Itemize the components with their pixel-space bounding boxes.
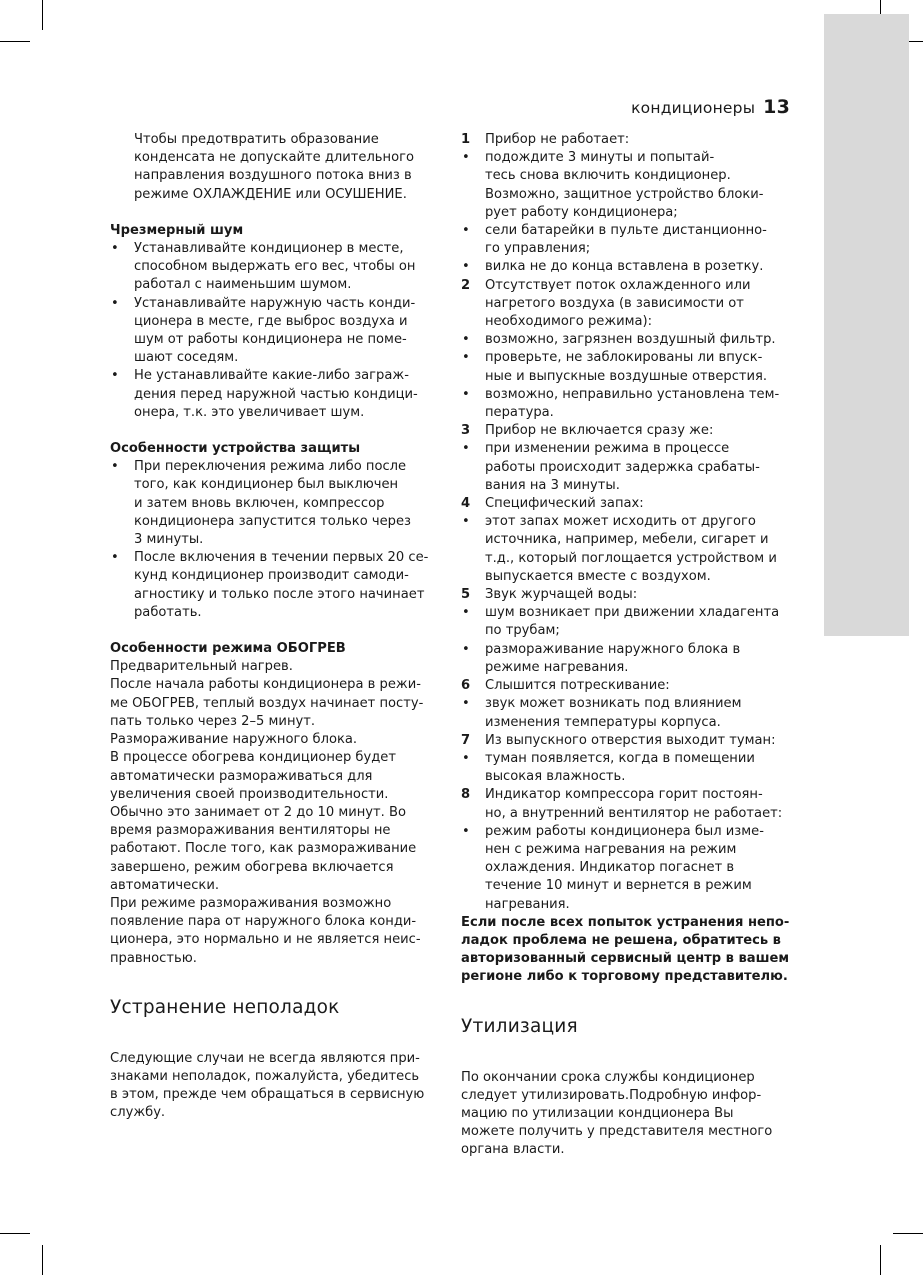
problem-cause: • размораживание наружного блока в режиме нагревания. (461, 641, 795, 677)
crop-mark (880, 1245, 881, 1275)
problem-cause: • шум возникает при движении хладагента по трубам; (461, 604, 795, 640)
heating-text: Предварительный нагрев. После начала работы кондиционера в режи- ме ОБОГРЕВ, теплый воздух начинает посту- пать только через 2–5 минут. Размораживание наружного блока. В процессе обогрева кондиционер будет автоматически размораживаться для увеличения своей производительности. Обычно это занимает от 2 до 10 минут. Во время размораживания вентиляторы не работают. После того, как размораживание завершено, режим обогрева включается автоматически. При режиме размораживания возможно появление пара от наружного блока конди- ционера, это нормально и не является неис- правностью. (110, 659, 424, 966)
problem-item: 6 Слышится потрескивание: (461, 678, 670, 694)
problem-item: 3 Прибор не включается сразу же: (461, 423, 714, 439)
troubleshooting-title: Устранение неполадок (110, 996, 340, 1018)
left-column (110, 131, 440, 1123)
problem-item: 1 Прибор не работает: (461, 132, 630, 147)
problem-item: 4 Специфический запах: (461, 496, 644, 512)
problem-cause: • этот запах может исходить от другого источника, например, мебели, сигарет и т.д., который поглощается устройством и выпускается вместе с воздухом. (461, 513, 795, 586)
crop-mark (893, 1233, 923, 1234)
right-column (461, 131, 795, 1160)
heating-heading: Особенности режима ОБОГРЕВ (110, 641, 346, 657)
section-side-tab (824, 14, 909, 636)
troubleshooting-intro: Следующие случаи не всегда являются при- знаками неполадок, пожалуйста, убедитесь в этом, прежде чем обращаться в сервисную службу. (110, 1050, 425, 1121)
crop-mark (42, 1245, 43, 1275)
problem-cause: • вилка не до конца вставлена в розетку. (461, 258, 795, 276)
page-number: 13 (763, 96, 790, 118)
header-section-title: кондиционеры (631, 99, 756, 117)
page-header (631, 96, 790, 118)
problem-cause: • возможно, неправильно установлена тем- пература. (461, 386, 795, 422)
noise-bullet: • Устанавливайте кондиционер в месте, способном выдержать его вес, чтобы он работал с наименьшим шумом. (110, 240, 440, 295)
problem-cause: • звук может возникать под влиянием изменения температуры корпуса. (461, 695, 795, 731)
problem-item: 8 Индикатор компрессора горит постоян- но, а внутренний вентилятор не работает: (461, 787, 783, 821)
crop-mark (0, 41, 30, 42)
protection-heading: Особенности устройства защиты (110, 441, 361, 457)
protection-bullet: • После включения в течении первых 20 се- кунд кондиционер производит самоди- агностику и только после этого начинает работать. (110, 549, 440, 622)
problem-cause: • туман появляется, когда в помещении высокая влажность. (461, 750, 795, 786)
problem-cause: • подождите 3 минуты и попытай- тесь снова включить кондиционер. Возможно, защитное устройство блоки- рует работу кондиционера; (461, 149, 795, 222)
disposal-title: Утилизация (461, 1015, 578, 1037)
problem-item: 7 Из выпускного отверстия выходит туман: (461, 732, 776, 748)
condensate-note: Чтобы предотвратить образование конденсата не допускайте длительного направления воздушного потока вниз в режиме ОХЛАЖДЕНИЕ или ОСУШЕНИЕ. (134, 132, 414, 202)
problem-cause: • возможно, загрязнен воздушный фильтр. (461, 331, 795, 349)
problem-cause: • проверьте, не заблокированы ли впуск- ные и выпускные воздушные отверстия. (461, 349, 795, 385)
crop-mark (0, 1233, 30, 1234)
problem-cause: • режим работы кондиционера был изме- нен с режима нагревания на режим охлаждения. Индикатор погаснет в течение 10 минут и вернется в режим нагревания. (461, 823, 795, 914)
problem-cause: • сели батарейки в пульте дистанционно- го управления; (461, 222, 795, 258)
service-center-notice: Если после всех попыток устранения непо- ладок проблема не решена, обратитесь в авторизованный сервисный центр в вашем регионе либо к торговому представителю. (461, 914, 790, 985)
disposal-text: По окончании срока службы кондиционер следует утилизировать.Подробную инфор- мацию по утилизации кондционера Вы можете получить у представителя местного органа власти. (461, 1069, 773, 1158)
crop-mark (42, 0, 43, 30)
noise-heading: Чрезмерный шум (110, 222, 244, 238)
problem-item: 2 Отсутствует поток охлажденного или нагретого воздуха (в зависимости от необходимого режима): (461, 277, 751, 330)
protection-bullet: • При переключения режима либо после того, как кондиционер был выключен и затем вновь включен, компрессор кондиционера запустится только через 3 минуты. (110, 458, 440, 549)
problem-cause: • при изменении режима в процессе работы происходит задержка срабаты- вания на 3 минуты. (461, 440, 795, 495)
problem-item: 5 Звук журчащей воды: (461, 587, 638, 603)
noise-bullet: • Не устанавливайте какие-либо заграж- дения перед наружной частью кондици- онера, т.к. это увеличивает шум. (110, 367, 440, 422)
noise-bullet: • Устанавливайте наружную часть конди- ционера в месте, где выброс воздуха и шум от работы кондиционера не поме- шают соседям. (110, 295, 440, 368)
